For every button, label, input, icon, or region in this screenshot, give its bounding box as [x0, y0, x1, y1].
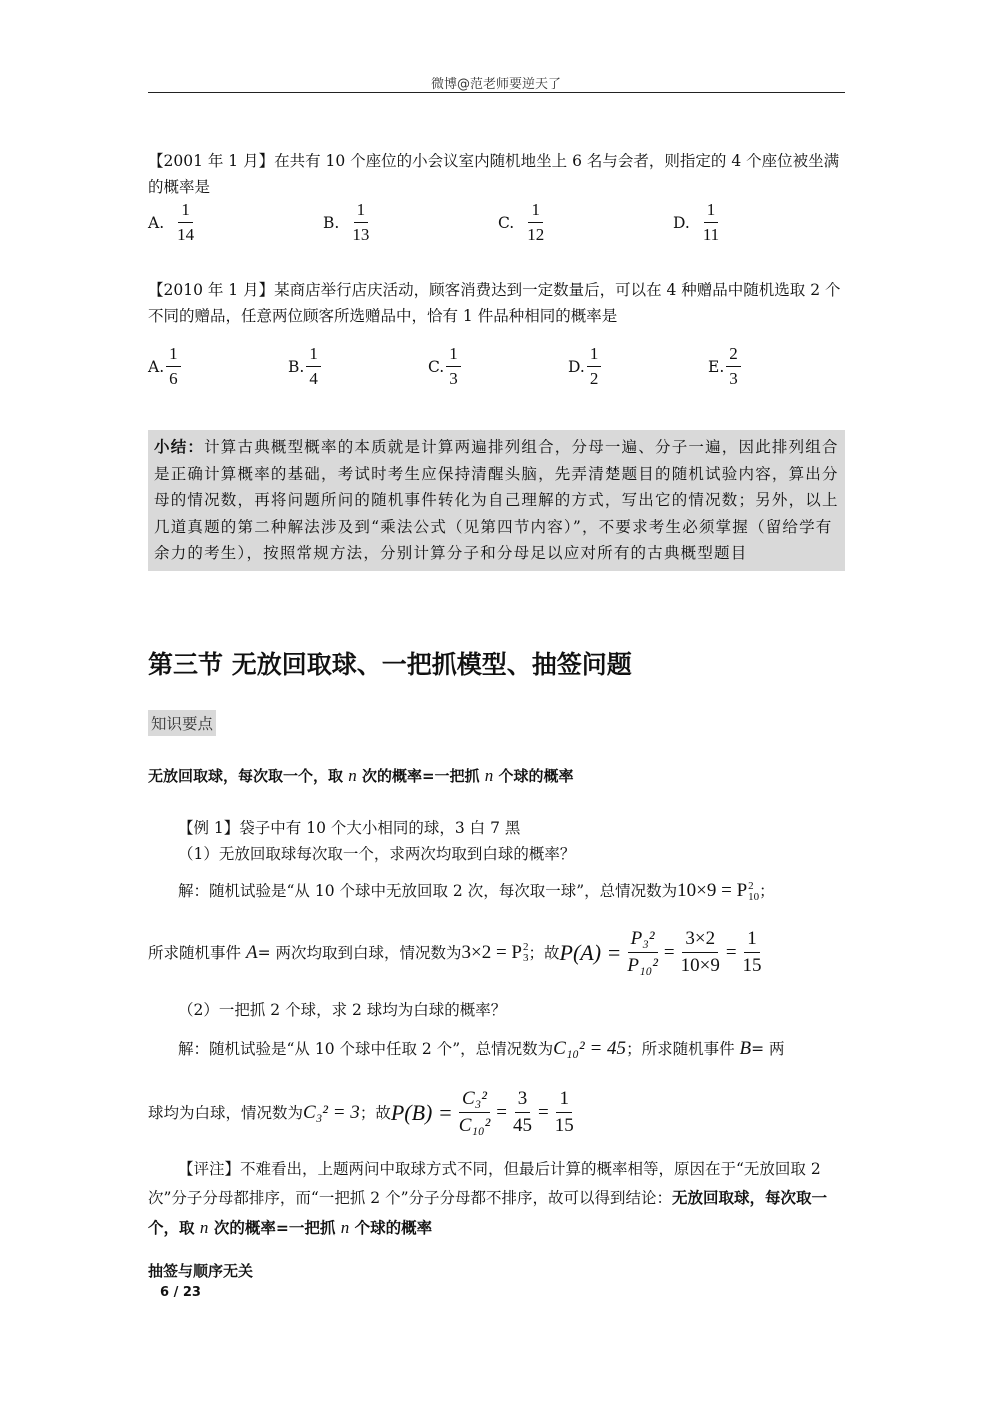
example-question-1: （1）无放回取球每次取一个，求两次均取到白球的概率？	[178, 845, 576, 863]
option-d[interactable]: D. $\frac{1}{2}$	[568, 344, 708, 389]
example-question-2: （2）一把抓 2 个球，求 2 球均为白球的概率？	[178, 1001, 507, 1019]
header-divider	[148, 92, 845, 93]
question-2010	[148, 277, 845, 329]
question-2001	[148, 148, 845, 200]
summary-box	[148, 430, 845, 571]
question-2001-options	[148, 200, 845, 245]
option-e[interactable]: E. $\frac{2}{3}$	[708, 344, 741, 389]
key-rule: 无放回取球，每次取一个，取 n 次的概率=一把抓 n 个球的概率	[148, 766, 574, 785]
question-text: 在共有 10 个座位的小会议室内随机地坐上 6 名与会者，则指定的 4 个座位被坐满的概率是	[148, 152, 840, 196]
question-text: 某商店举行店庆活动，顾客消费达到一定数量后，可以在 4 种赠品中随机选取 2 个不同的赠品，任意两位顾客所选赠品中，恰有 1 件品种相同的概率是	[148, 281, 841, 325]
option-b[interactable]: B. $\frac{1}{13}$	[323, 200, 370, 244]
option-b[interactable]: B. $\frac{1}{4}$	[288, 344, 428, 389]
subheading: 抽签与顺序无关	[148, 1262, 254, 1280]
option-a[interactable]: A. $\frac{1}{6}$	[148, 344, 288, 389]
fraction-result: $\frac{1}{15}$	[742, 928, 762, 976]
event-count-formula: 3×2 = P 2 3	[461, 941, 529, 965]
option-d[interactable]: D. $\frac{1}{11}$	[673, 200, 720, 244]
question-tag: 【2001 年 1 月】	[148, 152, 275, 170]
total-count-formula: 10×9 = P 2 10	[677, 879, 760, 903]
fraction-perm: $\frac{\text{P₃²}}{\text{P₁₀²}}$	[627, 928, 658, 976]
page-number: 6 / 23	[160, 1285, 201, 1300]
solution-2-line-1: 解：随机试验是“从 10 个球中任取 2 个”，总情况数为 C₁₀² = 45 ；所求随机事件 B = 两	[178, 1038, 785, 1059]
solution-1-line-2: 所求随机事件 A = 两次均取到白球，情况数为 3×2 = P 2 3 ；故 P(A) = $\frac{\text{P₃²}}{\text{P₁₀²}}$ = $\frac{3\times 2}{10\times 9}$ = $\frac{1}{15}$	[148, 928, 848, 977]
option-c[interactable]: C. $\frac{1}{12}$	[498, 200, 545, 244]
fraction-product: $\frac{3\times 2}{10\times 9}$	[680, 928, 720, 976]
key-points-label: 知识要点	[148, 710, 216, 736]
summary-label: 小结：	[154, 438, 205, 456]
fraction-counts: $\frac{3}{45}$	[513, 1088, 533, 1136]
option-c[interactable]: C. $\frac{1}{3}$	[428, 344, 568, 389]
fraction-comb: $\frac{\text{C₃²}}{\text{C₁₀²}}$	[458, 1088, 491, 1136]
question-tag: 【2010 年 1 月】	[148, 281, 275, 299]
fraction-result: $\frac{1}{15}$	[554, 1088, 574, 1136]
solution-2-line-2: 球均为白球，情况数为 C₃² = 3 ；故 P(B) = $\frac{\text{C₃²}}{\text{C₁₀²}}$ = $\frac{3}{45}$ = $\frac{1}{15}$	[148, 1088, 848, 1137]
solution-1-line-1: 解：随机试验是“从 10 个球中无放回取 2 次，每次取一球”，总情况数为 10×9 = P 2 10 ；	[178, 879, 775, 903]
example-title: 【例 1】袋子中有 10 个大小相同的球，3 白 7 黑	[178, 819, 521, 837]
section-title: 第三节 无放回取球、一把抓模型、抽签问题	[148, 650, 632, 679]
option-a[interactable]: A. $\frac{1}{14}$	[148, 200, 195, 244]
question-2010-options	[148, 344, 845, 389]
summary-text: 计算古典概型概率的本质就是计算两遍排列组合，分母一遍、分子一遍，因此排列组合是正确计算概率的基础，考试时考生应保持清醒头脑，先弄清楚题目的随机试验内容，算出分母的情况数，再将问题所问的随机事件转化为自己理解的方式，写出它的情况数；另外，以上几道真题的第二种解法涉及到“乘法公式（见第四节内容）”，不要求考生必须掌握（留给学有余力的考生），按照常规方法，分别计算分子和分母足以应对所有的古典概型题目	[154, 438, 839, 562]
comment: 【评注】不难看出，上题两问中取球方式不同，但最后计算的概率相等，原因在于“无放回取 2 次”分子分母都排序，而“一把抓 2 个”分子分母都不排序，故可以得到结论：无放回取球，每次取一个，取 n 次的概率=一把抓 n 个球的概率	[148, 1160, 828, 1237]
page-header: 微博@范老师要逆天了	[430, 77, 561, 92]
